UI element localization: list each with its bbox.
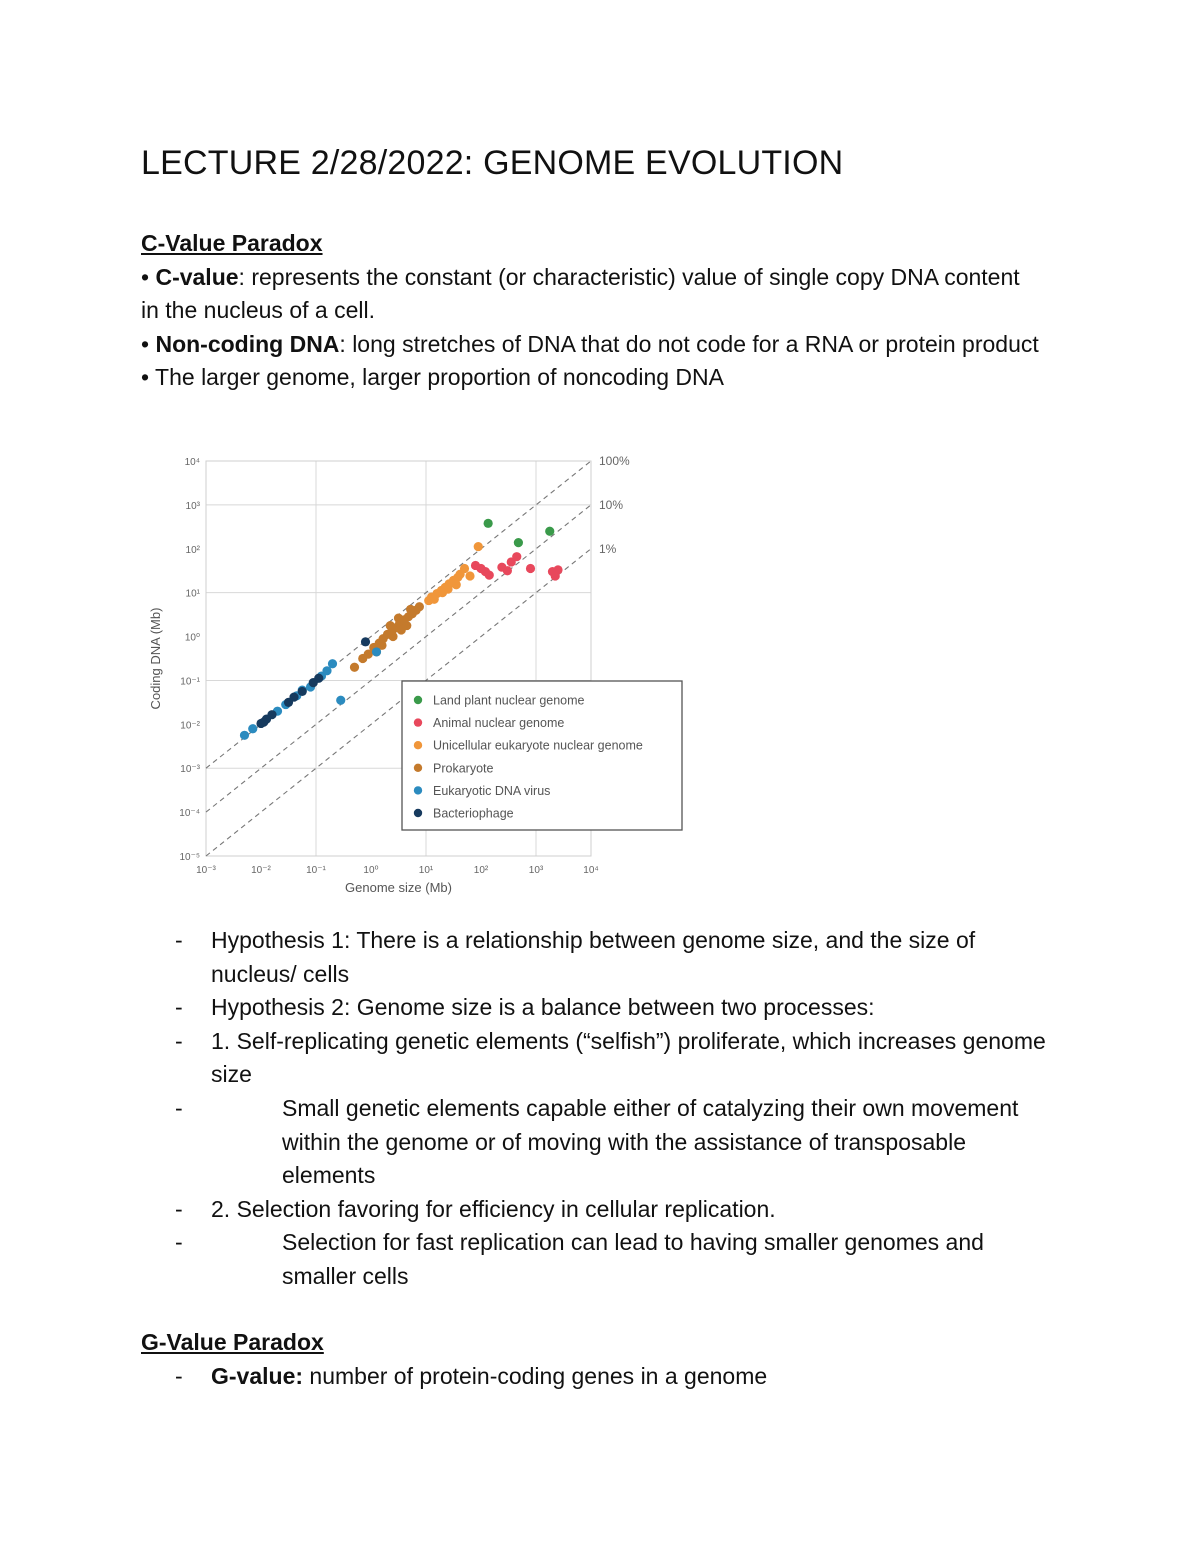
list-item xyxy=(141,1360,1061,1394)
data-point xyxy=(430,595,439,604)
bullet-item xyxy=(141,328,1041,362)
term-non-coding-dna: Non-coding DNA xyxy=(155,330,340,357)
data-point xyxy=(402,621,411,630)
reference-line-label: 100% xyxy=(599,454,630,468)
bullet-glyph: • xyxy=(141,263,150,290)
legend-label: Bacteriophage xyxy=(433,806,514,821)
definition-text: number of protein-coding genes in a genome xyxy=(303,1362,768,1389)
x-tick-label: 10⁻² xyxy=(251,865,271,876)
data-point xyxy=(485,571,494,580)
list-item xyxy=(141,1226,1061,1293)
y-tick-label: 10⁴ xyxy=(184,457,200,468)
x-tick-label: 10⁻³ xyxy=(196,865,216,876)
y-tick-label: 10⁻¹ xyxy=(180,676,200,688)
list-item xyxy=(141,1092,1061,1193)
list-item-text: 1. Self-replicating genetic elements (“selfish”) proliferate, which increases genome size xyxy=(211,1027,1046,1088)
data-point xyxy=(328,659,337,668)
data-point xyxy=(484,519,493,528)
legend-label: Unicellular eukaryote nuclear genome xyxy=(433,738,643,753)
legend-marker xyxy=(414,718,422,726)
data-point xyxy=(372,647,381,656)
g-value-section xyxy=(141,1326,1061,1393)
y-tick-label: 10⁻⁵ xyxy=(179,852,200,863)
dash-marker: - xyxy=(175,1027,183,1054)
x-tick-label: 10⁰ xyxy=(363,865,379,876)
y-tick-label: 10⁻³ xyxy=(180,764,200,776)
y-tick-label: 10² xyxy=(185,544,200,556)
data-point xyxy=(394,614,403,623)
data-point xyxy=(259,718,268,727)
data-point xyxy=(503,566,512,575)
list-item-text: Selection for fast replication can lead to having smaller genomes and smaller cells xyxy=(282,1229,984,1289)
x-tick-label: 10³ xyxy=(528,865,544,876)
list-item-text: Hypothesis 1: There is a relationship between genome size, and the size of nucleus/ cells xyxy=(211,927,976,987)
data-point xyxy=(452,580,461,589)
list-item xyxy=(141,924,1061,991)
dash-marker: - xyxy=(175,1195,183,1222)
dash-marker: - xyxy=(175,1229,183,1256)
data-point xyxy=(465,571,474,580)
list-item-text: 2. Selection favoring for efficiency in cellular replication. xyxy=(211,1195,776,1222)
hypothesis-list xyxy=(141,924,1061,1294)
bullet-glyph: • xyxy=(141,330,150,357)
data-point xyxy=(314,674,323,683)
bullet-glyph: • xyxy=(141,364,150,391)
list-item-text xyxy=(211,1360,1061,1394)
legend-label: Prokaryote xyxy=(433,761,494,776)
dash-marker: - xyxy=(175,927,183,953)
x-axis-label: Genome size (Mb) xyxy=(345,880,452,895)
dash-marker: - xyxy=(175,1094,183,1121)
x-tick-label: 10¹ xyxy=(418,865,434,876)
page-title: LECTURE 2/28/2022: GENOME EVOLUTION xyxy=(141,144,844,182)
y-tick-label: 10⁻² xyxy=(180,720,200,732)
y-tick-label: 10⁰ xyxy=(184,632,200,644)
y-tick-label: 10¹ xyxy=(185,588,200,600)
section-heading-c-value: C-Value Paradox xyxy=(141,230,323,256)
data-point xyxy=(248,724,257,733)
definition-text: : long stretches of DNA that do not code for a RNA or protein product xyxy=(339,330,1039,357)
y-tick-label: 10⁻⁴ xyxy=(179,808,200,820)
legend-marker xyxy=(414,809,422,817)
data-point xyxy=(388,632,397,641)
data-point xyxy=(336,696,345,705)
x-tick-label: 10⁴ xyxy=(583,865,599,876)
term-g-value: G-value: xyxy=(211,1362,304,1389)
data-point xyxy=(460,564,469,573)
legend-label: Eukaryotic DNA virus xyxy=(433,783,551,798)
bullet-item xyxy=(141,261,1041,328)
legend-label: Animal nuclear genome xyxy=(433,716,565,731)
data-point xyxy=(514,538,523,547)
reference-line-label: 10% xyxy=(599,497,624,512)
bullet-item xyxy=(141,361,1041,395)
list-item xyxy=(141,991,1061,1025)
data-point xyxy=(415,602,424,611)
section-heading-g-value: G-Value Paradox xyxy=(141,1329,324,1355)
data-point xyxy=(289,693,298,702)
data-point xyxy=(512,552,521,561)
data-point xyxy=(298,687,307,696)
data-point xyxy=(386,621,395,630)
definition-text: : represents the constant (or characteristic) value of single copy DNA content in the nucleus of a cell. xyxy=(141,263,1020,324)
dash-marker: - xyxy=(175,1362,183,1389)
list-item-text: Small genetic elements capable either of catalyzing their own movement within the genome or of moving with the assistance of transposable elements xyxy=(282,1094,1019,1189)
data-point xyxy=(438,588,447,597)
dash-marker: - xyxy=(175,994,183,1021)
data-point xyxy=(545,527,554,536)
bullet-text: The larger genome, larger proportion of noncoding DNA xyxy=(155,364,724,391)
data-point xyxy=(361,637,370,646)
data-point xyxy=(551,571,560,580)
data-point xyxy=(406,605,415,614)
c-value-section xyxy=(141,227,1041,395)
data-point xyxy=(474,542,483,551)
chart-legend xyxy=(402,681,682,830)
data-point xyxy=(240,731,249,740)
y-axis-label: Coding DNA (Mb) xyxy=(148,607,163,710)
x-tick-label: 10² xyxy=(473,865,489,876)
genome-scatter-chart xyxy=(140,445,685,900)
legend-marker xyxy=(414,764,422,772)
data-point xyxy=(526,564,535,573)
data-point xyxy=(350,663,359,672)
list-item xyxy=(141,1025,1061,1092)
legend-marker xyxy=(414,786,422,794)
y-tick-label: 10³ xyxy=(185,500,200,512)
legend-label: Land plant nuclear genome xyxy=(433,693,585,708)
legend-marker xyxy=(414,696,422,704)
list-item xyxy=(141,1193,1061,1227)
list-item-text: Hypothesis 2: Genome size is a balance between two processes: xyxy=(211,994,875,1021)
legend-marker xyxy=(414,741,422,749)
x-tick-label: 10⁻¹ xyxy=(306,865,326,876)
reference-line-label: 1% xyxy=(599,541,617,556)
term-c-value: C-value xyxy=(155,263,239,290)
data-point xyxy=(267,710,276,719)
